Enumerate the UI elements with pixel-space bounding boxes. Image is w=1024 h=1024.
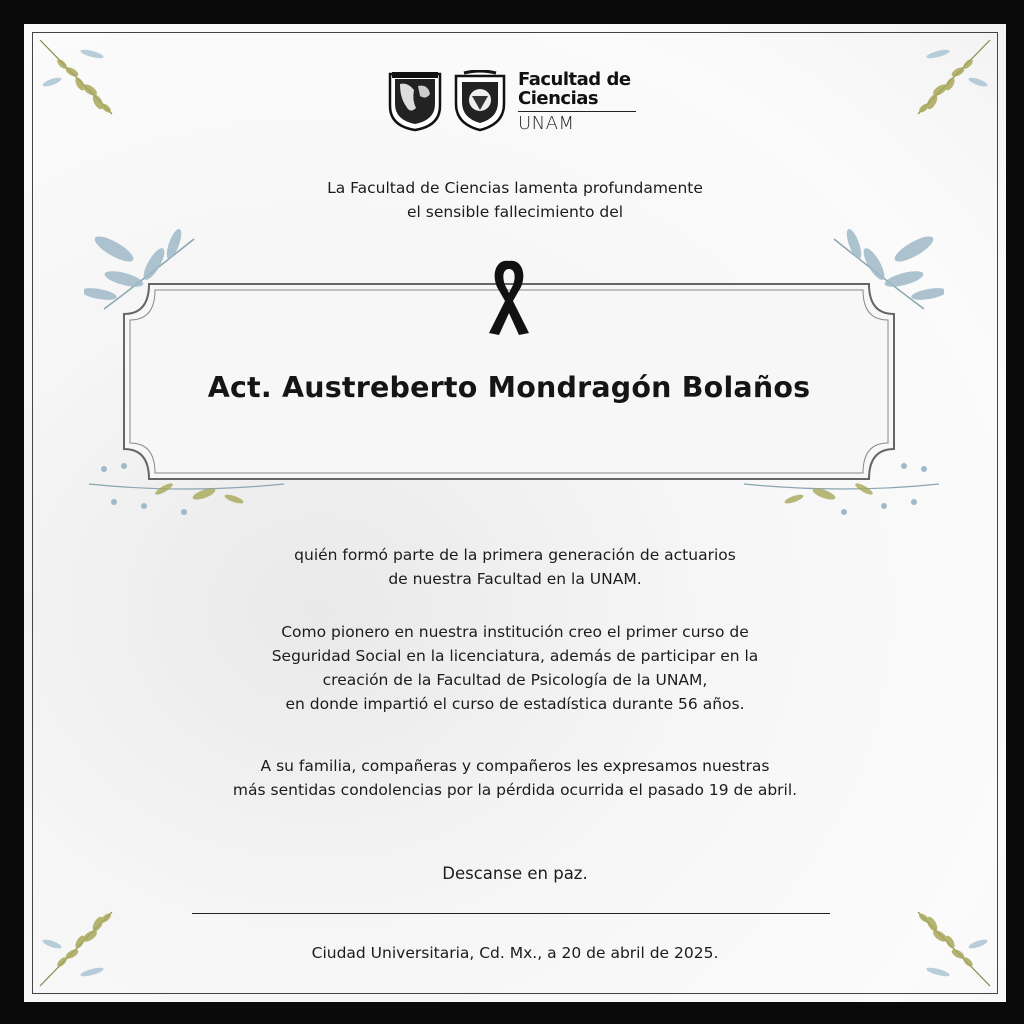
faculty-shield-logo [452,70,508,132]
wordmark-divider [518,111,636,112]
name-frame [119,279,899,489]
body-p2-line-1: Como pionero en nuestra institución creo el primer curso de [281,623,749,641]
footer-place-date: Ciudad Universitaria, Cd. Mx., a 20 de abril de 2025. [311,944,719,962]
body-paragraph-1 [24,543,1006,591]
signature-rule [192,913,830,914]
faculty-wordmark-line2: Ciencias [518,88,599,109]
intro-text [24,176,1006,224]
mourning-ribbon-icon [483,255,535,337]
body-p2-line-4: en donde impartió el curso de estadística durante 56 años. [285,695,745,713]
body-p2-line-2: Seguridad Social en la licenciatura, además de participar en la [271,647,759,665]
condolence-card [24,24,1006,1002]
body-p2-line-3: creación de la Facultad de Psicología de la UNAM, [322,671,708,689]
corner-flower-top-left [32,32,122,122]
faculty-wordmark-line1: Facultad de [518,69,631,90]
deceased-name: Act. Austreberto Mondragón Bolaños [207,371,811,404]
unam-shield-logo [386,70,444,132]
body-p1-line-2: de nuestra Facultad en la UNAM. [388,570,642,588]
logo-header [386,70,646,134]
body-paragraph-3 [24,754,1006,802]
body-paragraph-2 [24,620,1006,716]
body-p3-line-2: más sentidas condolencias por la pérdida ocurrida el pasado 19 de abril. [232,781,798,799]
closing-text: Descanse en paz. [442,864,588,883]
intro-line-2: el sensible fallecimiento del [406,203,624,221]
body-p3-line-1: A su familia, compañeras y compañeros les expresamos nuestras [260,757,770,775]
body-p1-line-1: quién formó parte de la primera generación de actuarios [294,546,736,564]
faculty-wordmark-unam: UNAM [518,113,575,134]
intro-line-1: La Facultad de Ciencias lamenta profundamente [327,179,703,197]
corner-flower-top-right [908,32,998,122]
faculty-wordmark [518,70,631,108]
